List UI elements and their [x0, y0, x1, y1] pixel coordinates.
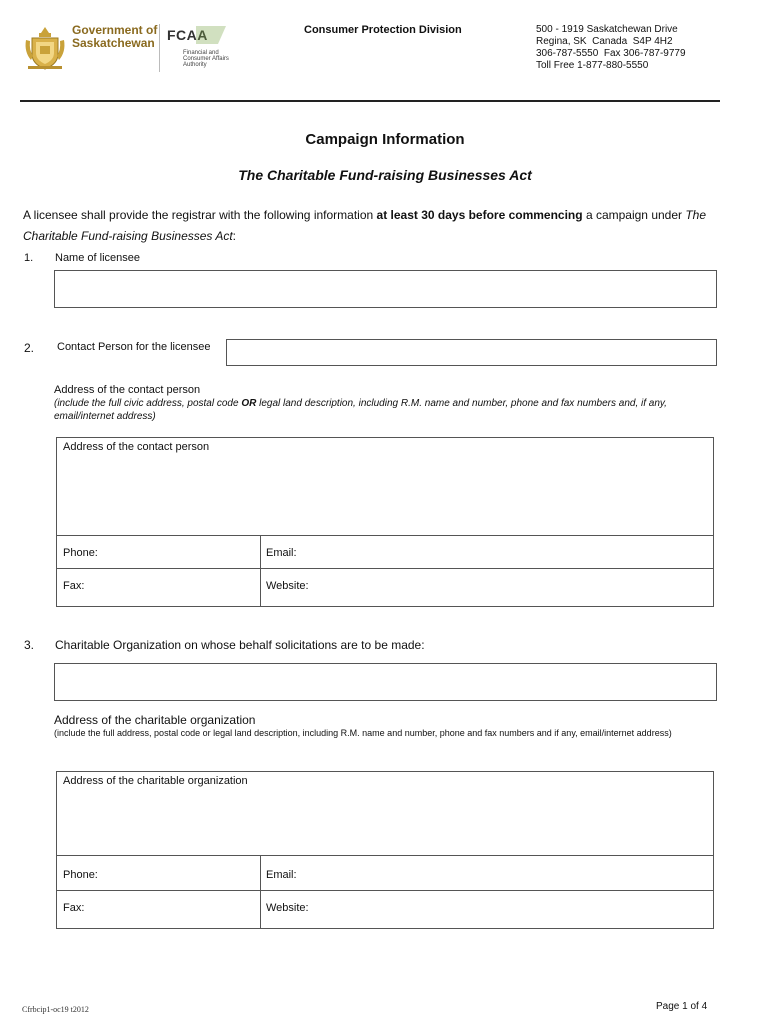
fcaa-logo-text: FCAA	[167, 27, 208, 43]
charity-address-instructions: (include the full address, postal code or legal land description, including R.M. name and number, phone and fax numbers and if any, email/internet address)	[54, 728, 672, 738]
section-2-label: Contact Person for the licensee	[57, 341, 211, 353]
charitable-organization-field[interactable]	[54, 663, 717, 701]
contact-address: 500 - 1919 Saskatchewan Drive Regina, SK Canada S4P 4H2 306-787-5550 Fax 306-787-9779 Toll Free 1-877-880-5550	[536, 24, 686, 71]
licensee-name-field[interactable]	[54, 270, 717, 308]
contact-address-box-label: Address of the contact person	[63, 441, 210, 453]
contact-phone-field[interactable]: Phone:	[63, 547, 98, 559]
government-name-line1: Government of	[72, 23, 158, 37]
section-3-number: 3.	[24, 638, 35, 652]
contact-website-field[interactable]: Website:	[266, 580, 309, 592]
contact-grid-hline-2	[57, 568, 713, 569]
charity-grid-vline	[260, 855, 261, 928]
government-name-line2: Saskatchewan	[72, 36, 155, 50]
contact-email-field[interactable]: Email:	[266, 547, 297, 559]
act-subtitle: The Charitable Fund-raising Businesses Act	[238, 167, 532, 183]
contact-note-or: OR	[241, 398, 257, 409]
charity-address-box-label: Address of the charitable organization	[63, 775, 248, 787]
intro-text-1: A licensee shall provide the registrar with the following information	[23, 208, 377, 222]
header-divider	[159, 24, 160, 72]
intro-paragraph	[23, 205, 723, 247]
government-name	[72, 24, 157, 50]
contact-address-instructions	[54, 397, 722, 423]
charity-phone-field[interactable]: Phone:	[63, 869, 98, 881]
charity-grid-hline-1	[57, 855, 713, 856]
charity-fax-field[interactable]: Fax:	[63, 902, 85, 914]
charity-address-heading: Address of the charitable organization	[54, 713, 256, 727]
intro-deadline: at least 30 days before commencing	[376, 208, 583, 222]
page-number: Page 1 of 4	[656, 1001, 708, 1012]
intro-text-3: :	[232, 229, 236, 243]
intro-act-name: The Charitable Fund-raising Businesses Act	[23, 208, 707, 243]
charity-grid-hline-2	[57, 890, 713, 891]
intro-text-2: a campaign under	[582, 208, 686, 222]
charity-website-field[interactable]: Website:	[266, 902, 309, 914]
section-3-label: Charitable Organization on whose behalf solicitations are to be made:	[55, 638, 425, 652]
contact-grid-vline	[260, 535, 261, 606]
section-2-number: 2.	[24, 341, 35, 355]
charity-address-block	[56, 771, 714, 929]
page-title: Campaign Information	[305, 131, 465, 148]
charity-email-field[interactable]: Email:	[266, 869, 297, 881]
division-name: Consumer Protection Division	[304, 24, 462, 36]
contact-fax-field[interactable]: Fax:	[63, 580, 85, 592]
contact-note-text-2: legal land description, including R.M. name and number, phone and fax numbers and, if any, email/internet address)	[54, 398, 667, 422]
contact-note-text-1: (include the full civic address, postal code	[54, 398, 242, 409]
section-1-number: 1.	[24, 252, 34, 264]
contact-grid-hline-1	[57, 535, 713, 536]
fcaa-full-name: Financial and Consumer Affairs Authority	[183, 50, 229, 68]
contact-address-heading: Address of the contact person	[54, 384, 201, 396]
section-1-label: Name of licensee	[55, 252, 140, 264]
saskatchewan-crest-logo	[22, 24, 68, 72]
form-code: Cfrbcip1-oc19 t2012	[22, 1005, 89, 1014]
header-rule	[20, 100, 720, 102]
fcaa-logo-mark	[196, 26, 226, 44]
contact-person-field[interactable]	[226, 339, 717, 366]
contact-address-block	[56, 437, 714, 607]
